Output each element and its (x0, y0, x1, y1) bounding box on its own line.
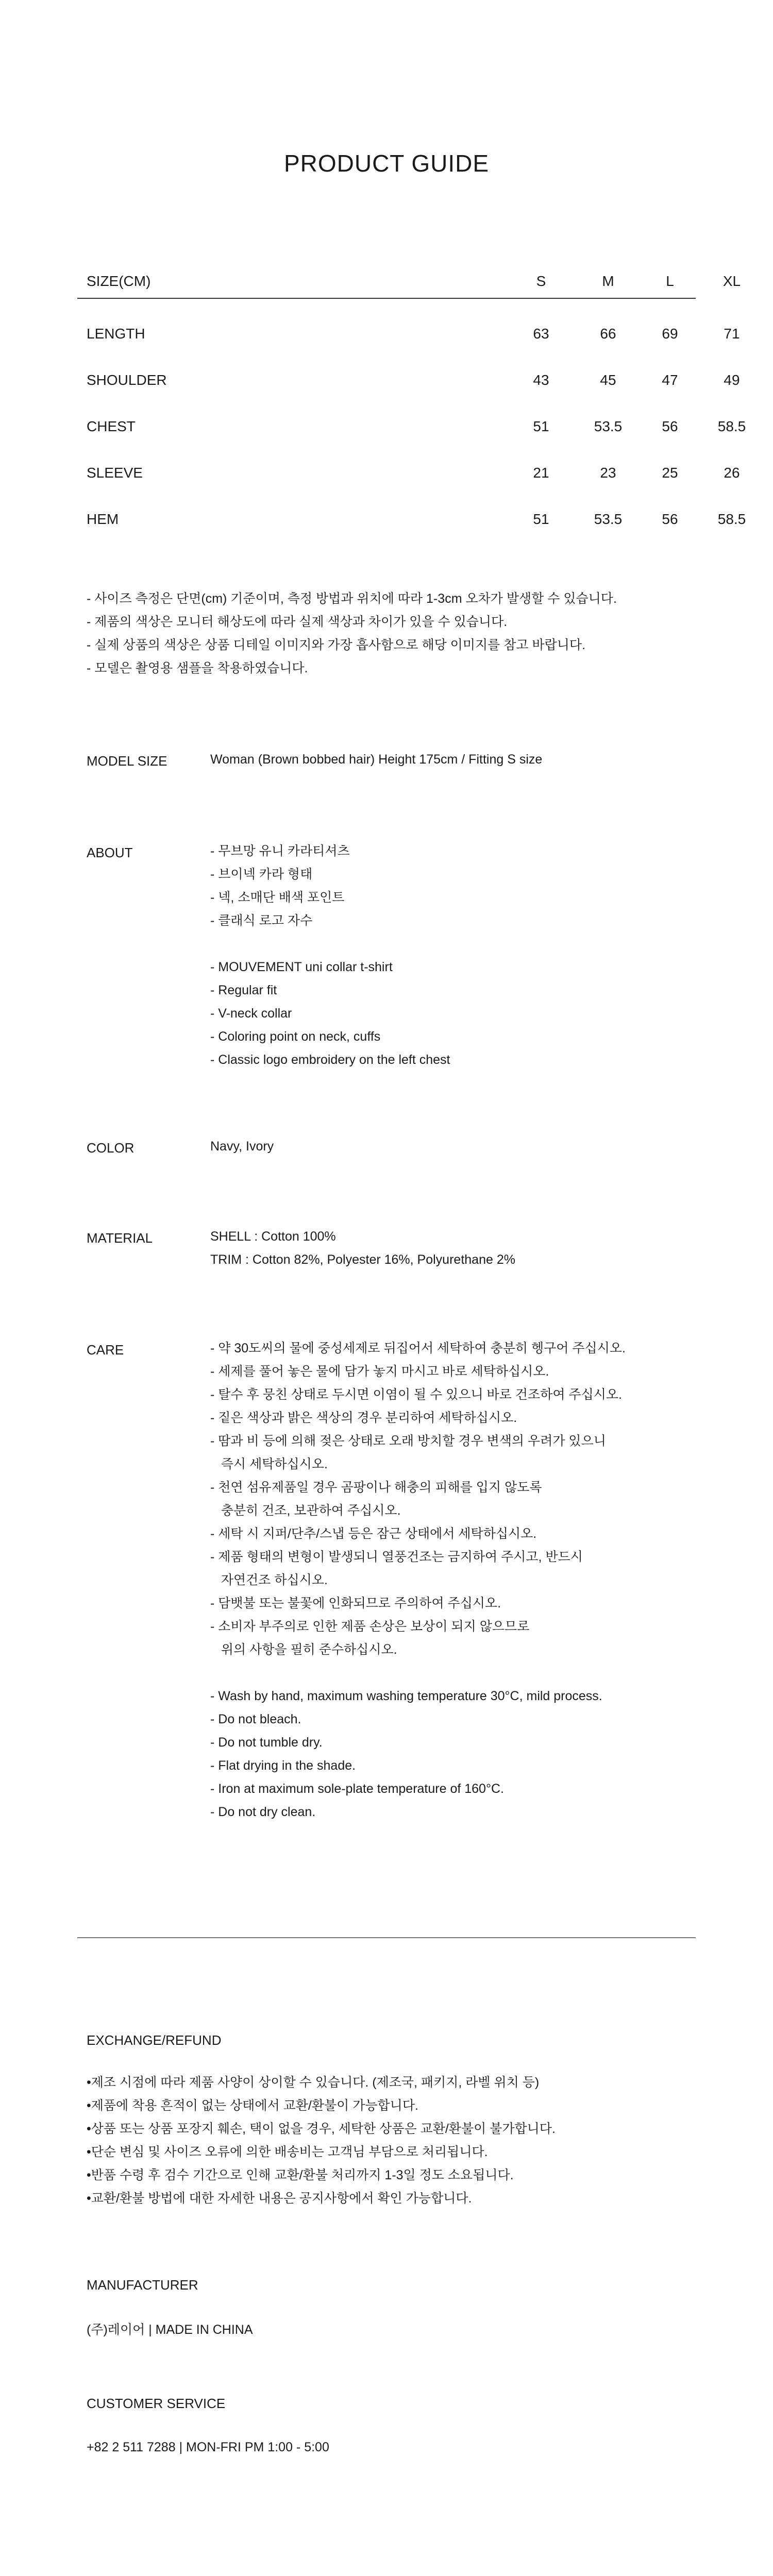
size-col-l: L (666, 273, 674, 289)
cell-value: 21 (533, 465, 549, 481)
color-block (210, 1135, 700, 1158)
care-line: - 약 30도씨의 물에 중성세제로 뒤집어서 세탁하여 충분히 헹구어 주십시오. (210, 1341, 626, 1355)
color-value: Navy, Ivory (210, 1139, 274, 1154)
cell-value: 66 (600, 326, 616, 342)
exchange-line: •제조 시점에 따라 제품 사양이 상이할 수 있습니다. (제조국, 패키지, 라벨 위치 등) (87, 2075, 540, 2090)
care-line: - 담뱃불 또는 불꽃에 인화되므로 주의하여 주십시오. (210, 1596, 501, 1611)
cell-value: 58.5 (717, 511, 746, 527)
table-row (77, 412, 746, 443)
size-col-s: S (536, 273, 546, 289)
cell-value: 63 (533, 326, 549, 342)
about-line: - Regular fit (210, 983, 277, 997)
care-line: - 세탁 시 지퍼/단추/스냅 등은 잠근 상태에서 세탁하십시오. (210, 1527, 537, 1541)
note-line: - 사이즈 측정은 단면(cm) 기준이며, 측정 방법과 위치에 따라 1-3cm 오차가 발생할 수 있습니다. (87, 591, 617, 606)
row-label: HEM (87, 511, 119, 527)
manufacturer-block (87, 2318, 705, 2342)
about-line: - Classic logo embroidery on the left chest (210, 1053, 450, 1067)
cell-value: 71 (724, 326, 740, 342)
table-row (77, 459, 740, 489)
care-line: - 땀과 비 등에 의해 젖은 상태로 오래 방치할 경우 변색의 우려가 있으니 (210, 1434, 606, 1448)
cell-value: 53.5 (594, 511, 623, 527)
care-line: - 짙은 색상과 밝은 색상의 경우 분리하여 세탁하십시오. (210, 1411, 517, 1425)
cell-value: 49 (724, 372, 740, 388)
care-line: - Wash by hand, maximum washing temperature 30°C, mild process. (210, 1689, 602, 1703)
material-line: SHELL : Cotton 100% (210, 1229, 336, 1244)
care-line: - Iron at maximum sole-plate temperature of 160°C. (210, 1782, 504, 1796)
about-line: - 넥, 소매단 배색 포인트 (210, 890, 345, 905)
care-line: - Do not tumble dry. (210, 1735, 323, 1750)
cell-value: 26 (724, 465, 740, 481)
row-label: SHOULDER (87, 372, 167, 388)
cell-value: 51 (533, 511, 549, 527)
customer-service-value: +82 2 511 7288 | MON-FRI PM 1:00 - 5:00 (87, 2440, 329, 2454)
cell-value: 45 (600, 372, 616, 388)
care-line: 즉시 세탁하십시오. (210, 1457, 328, 1471)
note-line: - 실제 상품의 색상은 상품 디테일 이미지와 가장 흡사함으로 해당 이미지를 참고 바랍니다. (87, 638, 586, 652)
cell-value: 56 (662, 511, 678, 527)
care-line: 자연건조 하십시오. (210, 1573, 328, 1587)
material-label: MATERIAL (87, 1230, 153, 1246)
customer-service-block (87, 2436, 705, 2459)
about-line: - V-neck collar (210, 1006, 292, 1021)
exchange-line: •반품 수령 후 검수 기간으로 인해 교환/환불 처리까지 1-3일 정도 소요됩니다. (87, 2168, 514, 2182)
care-line: - Flat drying in the shade. (210, 1758, 356, 1773)
page-title: PRODUCT GUIDE (283, 150, 490, 177)
about-block (210, 840, 700, 1072)
care-line: - Do not dry clean. (210, 1805, 316, 1819)
row-label: CHEST (87, 418, 136, 434)
cell-value: 47 (662, 372, 678, 388)
material-block (210, 1225, 700, 1272)
model-size-label: MODEL SIZE (87, 753, 167, 769)
cell-value: 56 (662, 418, 678, 434)
care-line: - Do not bleach. (210, 1712, 301, 1726)
table-row (77, 319, 740, 350)
note-line: - 모델은 촬영용 샘플을 착용하였습니다. (87, 661, 308, 675)
size-notes (87, 587, 705, 680)
cell-value: 51 (533, 418, 549, 434)
manufacturer-title: MANUFACTURER (87, 2277, 198, 2293)
exchange-line: •단순 변심 및 사이즈 오류에 의한 배송비는 고객님 부담으로 처리됩니다. (87, 2145, 488, 2159)
cell-value: 25 (662, 465, 678, 481)
row-label: LENGTH (87, 326, 145, 342)
exchange-title: EXCHANGE/REFUND (87, 2032, 222, 2048)
model-size-value: Woman (Brown bobbed hair) Height 175cm / Fitting S size (210, 752, 543, 767)
care-line: - 천연 섬유제품일 경우 곰팡이나 해충의 피해를 입지 않도록 (210, 1480, 542, 1495)
cell-value: 43 (533, 372, 549, 388)
size-table-header (77, 262, 741, 299)
cell-value: 69 (662, 326, 678, 342)
customer-service-title: CUSTOMER SERVICE (87, 2396, 226, 2411)
about-line: - 브이넥 카라 형태 (210, 867, 313, 882)
exchange-line: •교환/환불 방법에 대한 자세한 내용은 공지사항에서 확인 가능합니다. (87, 2191, 472, 2206)
about-line: - 클래식 로고 자수 (210, 913, 313, 928)
care-line: - 소비자 부주의로 인한 제품 손상은 보상이 되지 않으므로 (210, 1619, 530, 1634)
manufacturer-value: (주)레이어 | MADE IN CHINA (87, 2323, 253, 2337)
about-line: - MOUVEMENT uni collar t-shirt (210, 960, 393, 974)
section-divider (77, 1937, 696, 1938)
care-block (210, 1337, 700, 1824)
care-line: - 탈수 후 뭉친 상태로 두시면 이염이 될 수 있으니 바로 건조하여 주십시오. (210, 1387, 622, 1402)
size-header-label: SIZE(CM) (87, 273, 151, 289)
exchange-line: •상품 또는 상품 포장지 훼손, 택이 없을 경우, 세탁한 상품은 교환/환불이 불가합니다. (87, 2122, 556, 2136)
table-row (77, 366, 740, 397)
note-line: - 제품의 색상은 모니터 해상도에 따라 실제 색상과 차이가 있을 수 있습니다. (87, 615, 508, 629)
about-line: - 무브망 유니 카라티셔츠 (210, 844, 350, 858)
exchange-block (87, 2071, 705, 2210)
care-label: CARE (87, 1342, 124, 1358)
cell-value: 53.5 (594, 418, 623, 434)
care-line: - 제품 형태의 변형이 발생되니 열풍건조는 금지하여 주시고, 반드시 (210, 1550, 583, 1564)
care-line: - 세제를 풀어 놓은 물에 담가 놓지 마시고 바로 세탁하십시오. (210, 1364, 549, 1379)
size-col-m: M (602, 273, 614, 289)
row-label: SLEEVE (87, 465, 143, 481)
model-size-value-block (210, 748, 700, 771)
exchange-line: •제품에 착용 흔적이 없는 상태에서 교환/환불이 가능합니다. (87, 2098, 418, 2113)
care-line: 충분히 건조, 보관하여 주십시오. (210, 1503, 401, 1518)
care-line: 위의 사항을 필히 준수하십시오. (210, 1642, 397, 1657)
color-label: COLOR (87, 1140, 135, 1156)
material-line: TRIM : Cotton 82%, Polyester 16%, Polyurethane 2% (210, 1252, 515, 1267)
about-label: ABOUT (87, 845, 133, 860)
cell-value: 58.5 (717, 418, 746, 434)
cell-value: 23 (600, 465, 616, 481)
about-line: - Coloring point on neck, cuffs (210, 1029, 381, 1044)
table-row (77, 505, 746, 536)
size-col-xl: XL (722, 273, 741, 289)
